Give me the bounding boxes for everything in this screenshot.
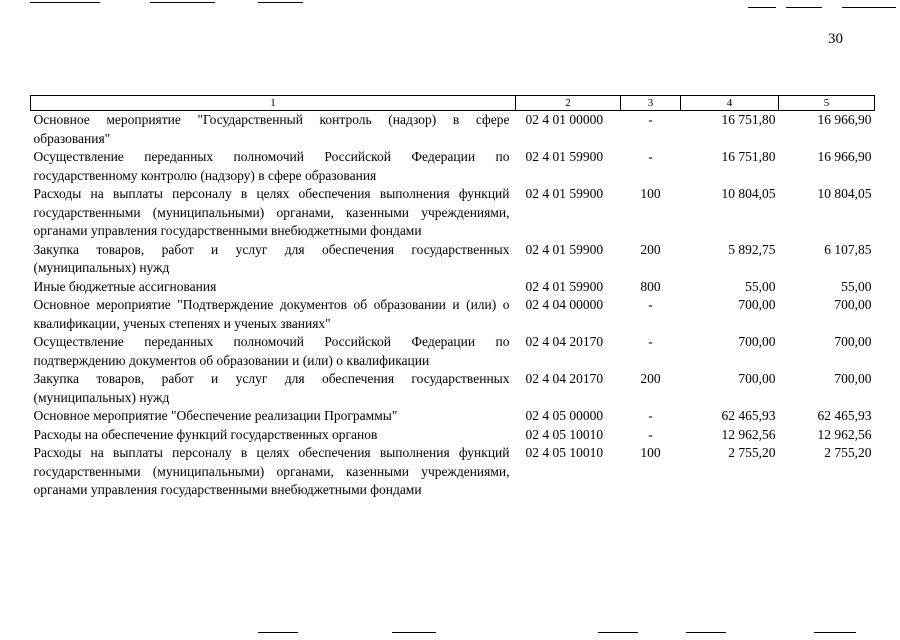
row-code: 02 4 05 10010 [525,426,604,442]
header-col-1: 1 [31,96,516,111]
row-sum-1: 700,00 [738,334,776,349]
row-sum-2: 10 804,05 [817,186,872,201]
row-sum-2: 12 962,56 [817,426,872,442]
row-sum-2: 2 755,20 [824,445,872,460]
row-vr: 800 [640,278,661,294]
row-sum-1: 16 751,80 [721,112,776,127]
row-name: Основное мероприятие "Подтверждение документов об образовании и (или) о квалификации, ученых степенях и ученых званиях" [33,297,510,331]
row-vr: - [648,334,653,349]
row-sum-1: 700,00 [738,371,776,386]
scan-artifact-line [258,2,303,3]
row-code: 02 4 04 20170 [525,334,604,349]
row-name: Расходы на выплаты персоналу в целях обеспечения выполнения функций государственными (муниципальными) органами, казенными учреждениями, органами управления государственными внебюджетными фондами [33,186,510,238]
row-code: 02 4 05 00000 [525,408,604,423]
row-sum-2: 700,00 [834,371,872,386]
scan-artifact-line [686,632,726,633]
header-col-3: 3 [621,96,681,111]
row-sum-2: 700,00 [834,297,872,312]
row-vr: 200 [640,371,661,386]
row-name: Закупка товаров, работ и услуг для обеспечения государственных (муниципальных) нужд [33,371,510,405]
row-sum-2: 6 107,85 [824,241,872,257]
row-code: 02 4 04 20170 [525,371,604,386]
budget-table [30,95,875,500]
table-row [31,111,875,149]
page-number: 30 [828,31,843,47]
header-col-2: 2 [516,96,621,111]
row-code: 02 4 01 59900 [525,241,604,257]
table-row [31,333,875,370]
row-name: Осуществление переданных полномочий Российской Федерации по подтверждению документов об образовании и (или) о квалификации [33,334,510,368]
row-name: Расходы на обеспечение функций государственных органов [33,426,378,442]
row-name: Иные бюджетные ассигнования [33,278,217,294]
row-sum-1: 10 804,05 [721,186,776,201]
row-sum-1: 700,00 [738,297,776,312]
header-col-4: 4 [681,96,779,111]
header-col-5: 5 [779,96,875,111]
row-code: 02 4 01 59900 [525,278,604,294]
row-code: 02 4 05 10010 [525,445,604,460]
row-vr: - [648,408,653,423]
row-sum-1: 62 465,93 [721,408,776,423]
table-row [31,241,875,278]
row-sum-1: 55,00 [745,278,776,294]
scan-artifact-line [786,7,822,8]
table-row [31,148,875,185]
row-sum-2: 700,00 [834,334,872,349]
row-sum-2: 62 465,93 [817,408,872,423]
row-code: 02 4 01 59900 [525,186,604,201]
row-name: Основное мероприятие "Государственный контроль (надзор) в сфере образования" [33,112,510,146]
scan-artifact-line [598,632,638,633]
row-vr: - [648,112,653,127]
row-sum-1: 5 892,75 [728,241,776,257]
row-code: 02 4 01 59900 [525,149,604,164]
scan-artifact-line [150,2,215,3]
row-sum-1: 2 755,20 [728,445,776,460]
row-vr: 100 [640,186,661,201]
row-vr: - [648,297,653,312]
scan-artifact-line [392,632,436,633]
row-vr: - [648,426,653,442]
table-header-row [31,96,875,111]
table-row [31,407,875,426]
row-sum-1: 12 962,56 [721,426,776,442]
table-row [31,296,875,333]
row-vr: 200 [640,241,661,257]
row-name: Расходы на выплаты персоналу в целях обеспечения выполнения функций государственными (муниципальными) органами, казенными учреждениями, органами управления государственными внебюджетными фондами [33,445,510,497]
scan-artifact-line [748,7,776,8]
table-row [31,185,875,241]
row-sum-2: 55,00 [841,278,872,294]
row-vr: 100 [640,445,661,460]
table-row [31,444,875,500]
row-name: Закупка товаров, работ и услуг для обеспечения государственных (муниципальных) нужд [33,241,510,275]
scan-artifact-line [842,7,896,8]
row-name: Осуществление переданных полномочий Российской Федерации по государственному контролю (надзору) в сфере образования [33,149,510,183]
scan-artifact-line [258,632,298,633]
row-sum-2: 16 966,90 [817,149,872,164]
row-sum-2: 16 966,90 [817,112,872,127]
scan-artifact-line [30,2,100,3]
row-name: Основное мероприятие "Обеспечение реализации Программы" [33,408,398,423]
row-code: 02 4 04 00000 [525,297,604,312]
table-row [31,278,875,297]
row-sum-1: 16 751,80 [721,149,776,164]
table-row [31,426,875,445]
row-code: 02 4 01 00000 [525,112,604,127]
table-row [31,370,875,407]
row-vr: - [648,149,653,164]
scan-artifact-line [814,632,856,633]
